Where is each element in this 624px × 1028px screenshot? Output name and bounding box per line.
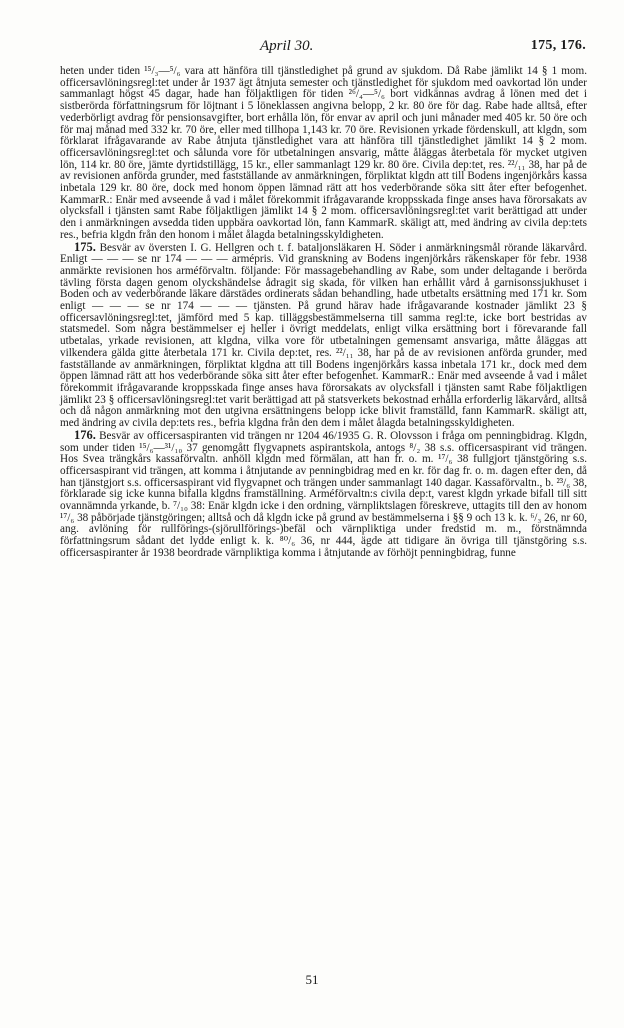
paragraph-number: 175. bbox=[74, 239, 96, 254]
paragraph-text: Besvär av officersaspiranten vid trängen nr 1204 46/1935 G. R. Olovsson i fråga om penningbidrag. Klgdn, som under tiden ¹⁵/₆—³¹/₁₀ 37 genomgått flygvapnets aspirantskola, antogs ⁸/₂ 38 s.s. officersaspirant vid trängen. Hos Svea trängkårs kassaförvaltn. anhöll klgdn med förmälan, att han fr. o. m. ¹⁷/₆ 38 fullgjort tjänstgöring s.s. officersaspirant vid trängen, att komma i åtnjutande av penningbidrag med en kr. för dag fr. o. m. dagen efter den, då han tjänstgjort s.s. officersaspirant vid flygvapnet och trängen under sammanlagt 140 dagar. Kassaförvaltn., b. ²³/₆ 38, förklarade sig icke kunna bifalla klgdns framställning. Arméförvaltn:s civila dep:t, varest klgdn yrkade bifall till sitt ovannämnda yrkande, b. ⁷/₁₀ 38: Enär klgdn icke i den ordning, värnpliktslagen föreskreve, uttagits till den av honom ¹⁷/₆ 38 påbörjade tjänstgöringen; alltså och då klgdn icke på grund av bestämmelserna i §§ 9 och 13 k. k. ⁶/₃ 26, nr 60, ang. avlöning för rullförings-(sjörullförings-)befäl och värnpliktiga under fredstid m. m., förstnämnda författningsrum sådant det lydde enligt k. k. ⁸⁰/₆ 36, nr 444, ägde att tidigare än övriga till tjänstgöring s.s. officersaspiranter år 1938 beordrade värnpliktiga komma i åtnjutande av förhöjt penningbidrag, funne bbox=[60, 429, 587, 559]
page-number: 51 bbox=[305, 972, 319, 987]
header-page-range: 175, 176. bbox=[530, 38, 586, 53]
running-header bbox=[60, 38, 586, 60]
document-body bbox=[60, 66, 587, 560]
paragraph-continuation bbox=[60, 66, 587, 242]
paragraph-176 bbox=[60, 427, 587, 560]
paragraph-text: heten under tiden ¹⁵/₃—⁵/₆ vara att hänföra till tjänstledighet på grund av sjukdom. Då Rabe jämlikt 14 § 1 mom. officersavlöningsregl:tet under år 1937 ägt åtnjuta semester och tjänstledighet för sjukdom med oavkortad lön under sammanlagt högst 45 dagar, hade han följaktligen för tiden ²⁶/₄—⁵/₆ bort vidkännas avdrag å lönen med det i sistberörda författningsrum för löjtnant i 5 löneklassen angivna belopp, 2 kr. 80 öre för dag. Rabe hade alltså, efter vederbörligt avdrag för pensionsavgifter, bort erhålla lön, för envar av april och juni månader med 405 kr. 50 öre och för maj månad med 332 kr. 70 öre, eller med tillhopa 1,143 kr. 70 öre. Revisionen yrkade fördenskull, att klgdn, som förklarat ifrågavarande av Rabe åtnjuta tjänstledighet vara att hänföra till tjänstledighet jämlikt 14 § 2 mom. officersavlöningsregl:tet och sålunda vore för utbetalningen ansvarig, måtte åläggas återbetala för mycket utgiven lön, 114 kr. 80 öre, jämte dyrtidstillägg, 15 kr., eller sammanlagt 129 kr. 80 öre. Civila dep:tet, res. ²²/₁₁ 38, har på de av revisionen anförda grunder, med fastställande av anmärkningen, förpliktat klgdn att till Bodens ingenjörkårs kassa inbetala 129 kr. 80 öre, dock med honom öppen lämnad rätt att hos vederbörande söka sitt åter efter befogenhet. KammarR.: Enär med avseende å vad i målet förekommit ifrågavarande kroppsskada finge anses hava förorsakats av olycksfall i tjänsten samt Rabe följaktligen jämlikt 14 § 2 mom. officersavlöningsregl:tet varit berättigad att under den i anmärkningen avsedda tiden uppbära oavkortad lön, fann KammarR. skäligt att, med ändring av civila dep:tets res., befria klgdn från den honom i målet ålagda betalningsskyldigheten. bbox=[60, 65, 587, 241]
paragraph-175 bbox=[60, 239, 587, 430]
paragraph-text: Besvär av översten I. G. Hellgren och t. f. bataljonsläkaren H. Söder i anmärkningsmål rörande läkarvård. Enligt — — — se nr 174 — — — armépris. Vid granskning av Bodens ingenjörkårs räkenskaper för febr. 1938 anmärkte revisionen hos arméförvaltn. följande: För massagebehandling av Rabe, som under deltagande i berörda tävling första dagen genom olyckshändelse ådragit sig skada, för vilken han erhållit vård å garnisonssjukhuset i Boden och av vederbörande läkare därstädes ordinerats sådan behandling, hade utbetalts ersättning med 171 kr. Som enligt — — — se nr 174 — — — tjänsten. På grund härav hade ifrågavarande kostnader jämlikt 23 § officersavlöningsregl:tet, jämförd med 5 kap. tilläggsbestämmelserna till samma regl:te, icke bort bestridas av statsmedel. Som några bestämmelser ej heller i övrigt meddelats, enligt vilka ersättning bort i förevarande fall utbetalas, yrkade revisionen, att klgdna, vilka vore för utbetalningen gemensamt ansvariga, måtte åläggas att vilkendera gälda gitte återbetala 171 kr. Civila dep:tet, res. ²²/₁₁ 38, har på de av revisionen anförda grunder, med fastställande av anmärkningen, förpliktat klgdna att till Bodens ingenjörkårs kassa inbetala 171 kr., dock med dem öppen lämnad rätt att hos vederbörande söka sitt åter efter befogenhet. KammarR.: Enär med avseende å vad i målet förekommit ifrågavarande kroppsskada finge anses hava förorsakats av olycksfall i tjänsten samt Rabe följaktligen jämlikt 23 § officersavlöningsregl:tet varit berättigad att på statsverkets bekostnad erhålla erforderlig läkarvård, alltså och då någon anmärkning mot den utgivna ersättningens belopp icke blivit framställd, fann KammarR. skäligt att, med ändring av civila dep:tets res., befria klgdna från den dem i målet ålagda betalningsskyldigheten. bbox=[60, 241, 587, 430]
paragraph-number: 176. bbox=[74, 427, 96, 442]
header-date: April 30. bbox=[260, 38, 314, 54]
